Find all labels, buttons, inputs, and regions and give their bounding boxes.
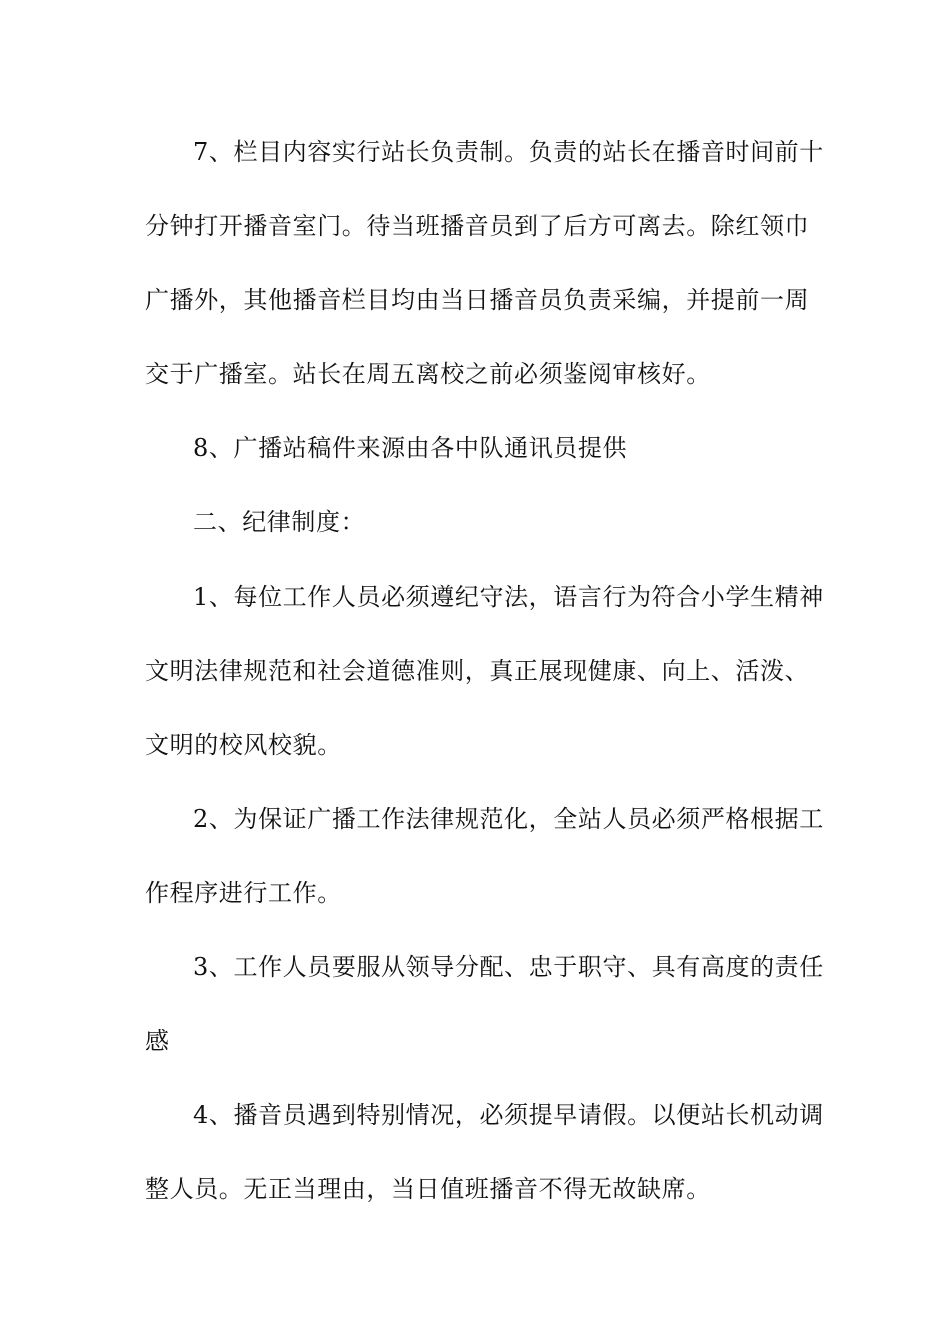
paragraph-7-line-3: 广播外，其他播音栏目均由当日播音员负责采编，并提前一周 [145,286,810,314]
rule-4-line-1: 4、播音员遇到特别情况，必须提早请假。以便站长机动调 [193,1101,824,1129]
rule-3-line-2: 感 [145,1027,170,1055]
paragraph-8-line-1: 8、广播站稿件来源由各中队通讯员提供 [193,434,628,462]
section-heading-discipline: 二、纪律制度： [193,508,366,536]
rule-4-line-2: 整人员。无正当理由，当日值班播音不得无故缺席。 [145,1175,711,1203]
rule-3-line-1: 3、工作人员要服从领导分配、忠于职守、具有高度的责任 [193,953,824,981]
rule-1-line-3: 文明的校风校貌。 [145,731,342,759]
rule-1-line-1: 1、每位工作人员必须遵纪守法，语言行为符合小学生精神 [193,583,824,611]
rule-1-line-2: 文明法律规范和社会道德准则，真正展现健康、向上、活泼、 [145,657,810,685]
paragraph-7-line-4: 交于广播室。站长在周五离校之前必须鉴阅审核好。 [145,360,711,388]
rule-2-line-1: 2、为保证广播工作法律规范化，全站人员必须严格根据工 [193,805,824,833]
paragraph-7-line-2: 分钟打开播音室门。待当班播音员到了后方可离去。除红领巾 [145,212,810,240]
paragraph-7-line-1: 7、栏目内容实行站长负责制。负责的站长在播音时间前十 [193,138,824,166]
rule-2-line-2: 作程序进行工作。 [145,879,342,907]
